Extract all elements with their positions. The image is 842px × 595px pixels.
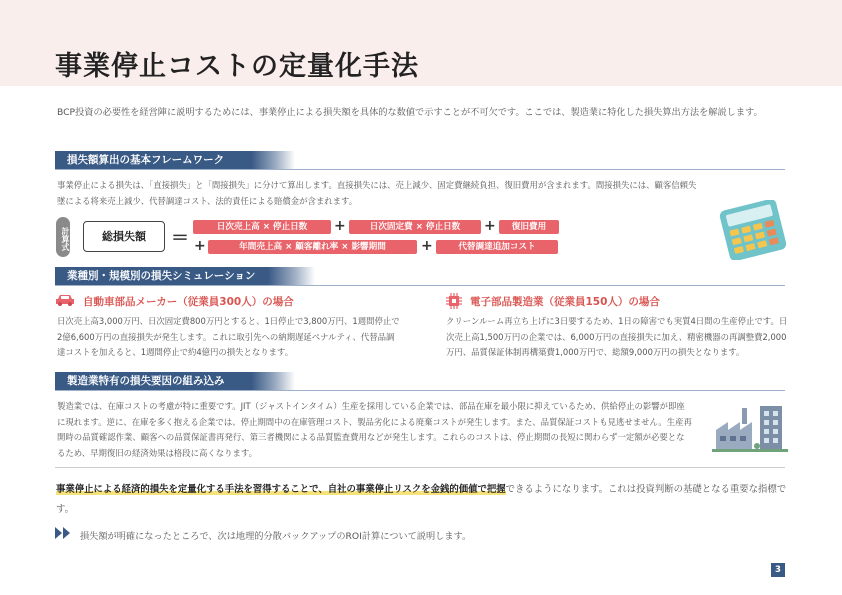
next-topic-text: 損失額が明確になったところで、次は地理的分散バックアップのROI計算について説明します。 <box>80 531 472 542</box>
framework-body: 事業停止による損失は、「直接損失」と「間接損失」に分けて算出します。直接損失には、売上減少、固定費継続負担、復旧費用が含まれます。間接損失には、顧客信頼失墜による将来売上減少、代替調達コスト、法的責任による賠償金が含まれます。 <box>57 180 697 206</box>
formula-term: 日次売上高 × 停止日数 <box>193 220 331 234</box>
page-number: 3 <box>771 563 785 577</box>
section-divider <box>55 390 785 391</box>
section-divider <box>55 169 785 170</box>
case1-title: 自動車部品メーカー（従業員300人）の場合 <box>83 296 294 308</box>
highlight-marked: 事業停止による経済的損失を定量化する手法を習得することで、自社の事業停止リスクを金銭的価値で把握 <box>56 484 506 495</box>
case2-title: 電子部品製造業（従業員150人）の場合 <box>470 296 660 308</box>
total-loss-box: 総損失額 <box>83 221 165 252</box>
plus-sign: + <box>484 218 496 234</box>
section-divider <box>55 285 785 286</box>
factors-body: 製造業では、在庫コストの考慮が特に重要です。JIT（ジャストインタイム）生産を採用している企業では、部品在庫を最小限に抑えているため、供給停止の影響が即座に現れます。逆に、在庫を多く抱える企業では、停止期間中の在庫管理コスト、製品劣化による廃棄コストが発生します。また、品質保証コストも見逃せません。生産再開時の品質確認作業、顧客への品質保証書再発行、第三者機関による品質監査費用などが発生します。これらのコストは、停止期間の長短に関わらず一定額が必要となるため、早期復旧の経済効果は格段に高くなります。 <box>57 401 692 458</box>
double-arrow-icon <box>55 527 73 539</box>
formula-term: 日次固定費 × 停止日数 <box>349 220 481 234</box>
formula-term: 代替調達追加コスト <box>436 240 558 254</box>
calculator-icon <box>716 200 790 260</box>
car-icon <box>55 293 75 307</box>
plus-sign: + <box>334 218 346 234</box>
formula-term: 年間売上高 × 顧客離れ率 × 影響期間 <box>208 240 417 254</box>
equals-sign: ＝ <box>171 228 189 249</box>
highlight-text <box>56 480 791 520</box>
chip-icon <box>446 293 462 309</box>
case1-body: 日次売上高3,000万円、日次固定費800万円とすると、1日停止で3,800万円、1週間停止で2億6,600万円の直接損失が発生します。これに取引先への納期遅延ペナルティ、代替品調達コストを加えると、1週間停止で約4億円の損失となります。 <box>57 316 400 357</box>
section-heading-simulation: 業種別・規模別の損失シミュレーション <box>55 267 315 285</box>
page-title: 事業停止コストの定量化手法 <box>55 51 419 82</box>
formula-label: 計算式 <box>56 217 70 257</box>
plus-sign: + <box>194 238 206 254</box>
section-heading-factors: 製造業特有の損失要因の組み込み <box>55 372 295 390</box>
section-heading-framework: 損失額算出の基本フレームワーク <box>55 151 295 169</box>
plus-sign: + <box>421 238 433 254</box>
intro-text: BCP投資の必要性を経営陣に説明するためには、事業停止による損失額を具体的な数値で示すことが不可欠です。ここでは、製造業に特化した損失算出方法を解説します。 <box>57 107 763 118</box>
factory-icon <box>712 402 788 454</box>
case2-body: クリーンルーム再立ち上げに3日要するため、1日の障害でも実質4日間の生産停止です。日次売上高1,500万円の企業では、6,000万円の直接損失に加え、精密機器の再調整費2,000万円、品質保証体制再構築費1,000万円で、総額9,000万円の損失となります。 <box>446 316 788 357</box>
divider <box>55 467 785 468</box>
formula-term: 復旧費用 <box>499 220 559 234</box>
highlight-rest: できるようになります。これは投資判断の基礎となる重要な指標です。 <box>56 484 787 515</box>
